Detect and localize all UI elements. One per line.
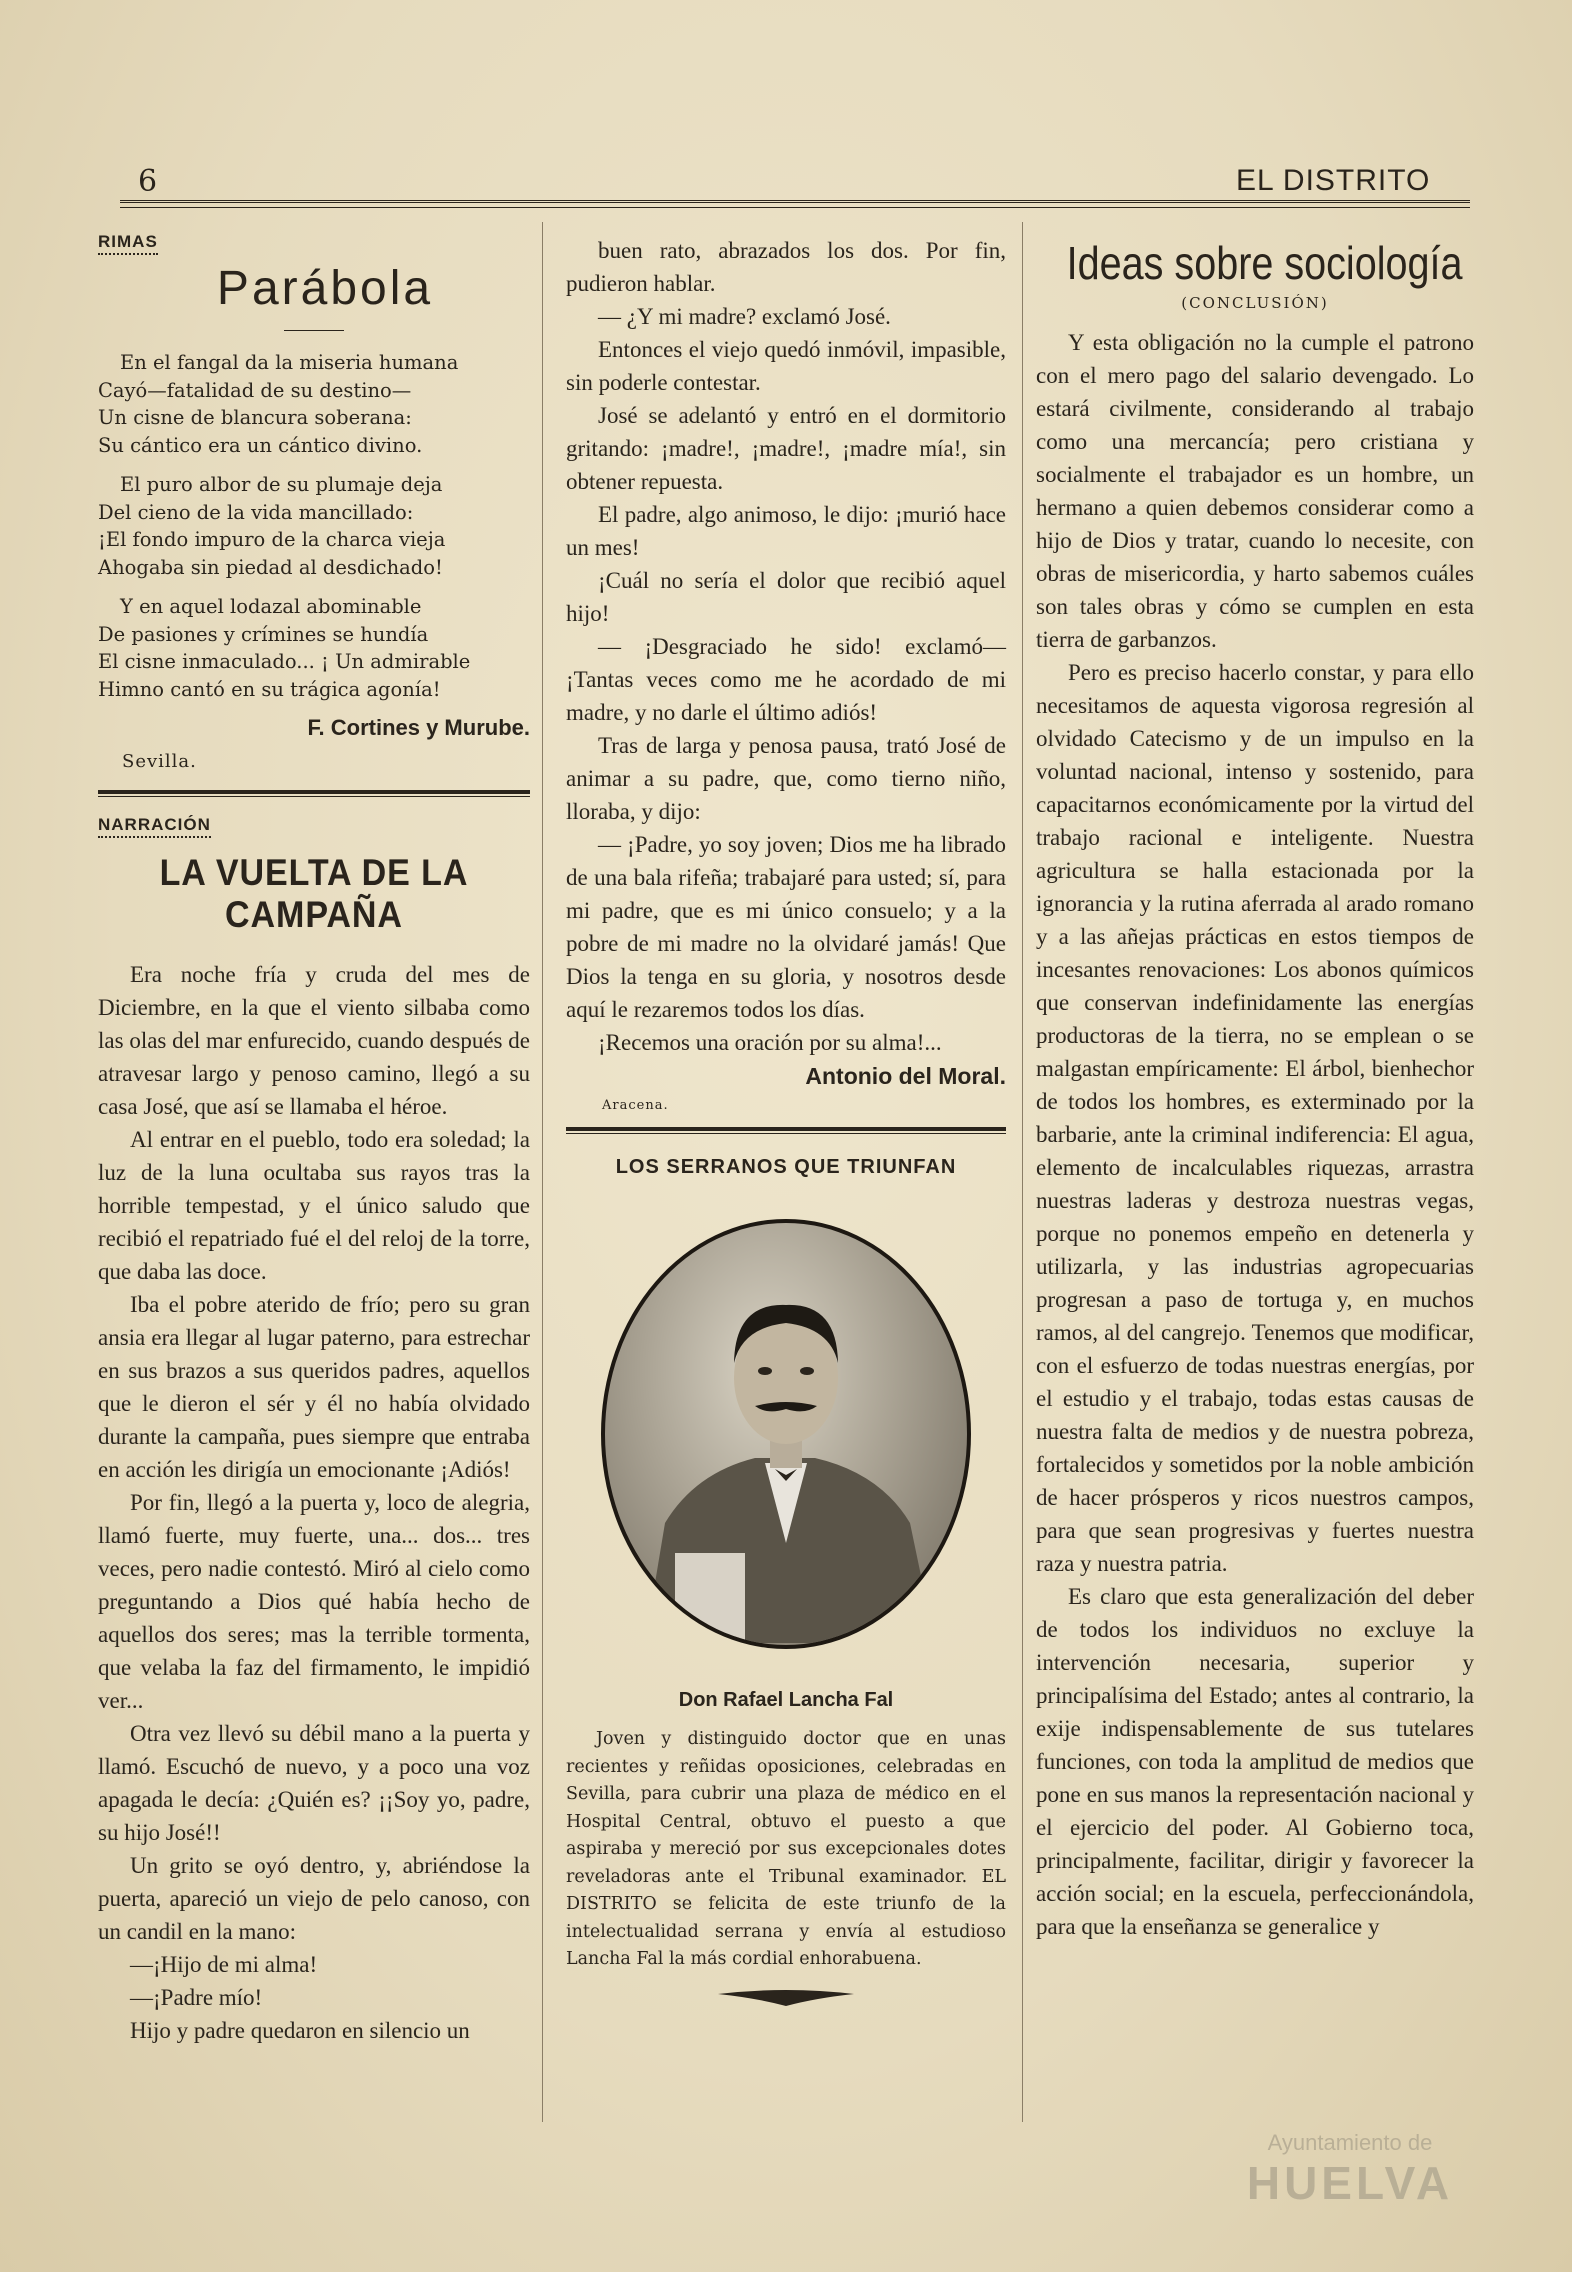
paragraph: Al entrar en el pueblo, todo era soledad; la luz de la luna ocultaba sus rayos tras la horrible tempestad, y el único saludo que recibió el repatriado fué el del reloj de la torre, que daba las doce.: [98, 1127, 530, 1284]
watermark-line1: Ayuntamiento de: [1267, 2130, 1433, 2155]
paragraph: Entonces el viejo quedó inmóvil, impasible, sin poderle contestar.: [566, 337, 1006, 395]
rimas-label: RIMAS: [98, 232, 158, 255]
story-place: Aracena.: [602, 1098, 669, 1113]
poem: [98, 349, 530, 703]
paragraph: Otra vez llevó su débil mano a la puerta y llamó. Escuchó de nuevo, y a poco una voz apagada le decía: ¿Quién es? ¡¡Soy yo, padre, su hijo José!!: [98, 1721, 530, 1845]
paragraph: Es claro que esta generalización del deber de todos los individuos no excluye la intervención necesaria, superior y principalísima del Estado; antes al contrario, la exije indispensablemente de sus tutelares funciones, con toda la amplitud de medios que pone en sus manos la representación nacional y el ejercicio del poder. Al Gobierno toca, principalmente, facilitar, dirigir y favorecer la acción social; en la escuela, perfeccionándola, para que la enseñanza se generalice y: [1036, 1584, 1474, 1939]
feature-text: Joven y distinguido doctor que en unas recientes y reñidas oposiciones, celebradas en Sevilla, para cubrir una plaza de médico en el Hospital Central, obtuvo el puesto a que aspiraba y mereció por sus excepcionales dotes reveladoras ante el Tribunal examinador. EL DISTRITO se felicita de este triunfo de la intelectualidad serrana y envía al estudioso Lancha Fal la más cordial enhorabuena.: [566, 1729, 1006, 1969]
poem-place: Sevilla.: [122, 751, 197, 772]
paragraph: Iba el pobre aterido de frío; pero su gran ansia era llegar al lugar paterno, para estrechar en sus brazos a sus queridos padres, aquellos que le dieron el sér y él no había olvidado durante la campaña, pues siempre que entraba en acción les dirigía un emocionante ¡Adiós!: [98, 1292, 530, 1482]
poem-line: Un cisne de blancura soberana:: [98, 406, 412, 429]
paragraph: Hijo y padre quedaron en silencio un: [130, 2018, 470, 2043]
article-title: Ideas sobre sociología: [1066, 237, 1463, 289]
paragraph: El padre, algo animoso, le dijo: ¡murió hace un mes!: [566, 502, 1006, 560]
story-title: LA VUELTA DE LA CAMPAÑA: [159, 852, 469, 935]
column-1: [98, 232, 530, 2047]
paragraph: Era noche fría y cruda del mes de Diciembre, en la que el viento silbaba como las olas del mar enfurecido, cuando después de atravesar largo y penoso camino, llegó a su casa José, que así se llamaba el héroe.: [98, 962, 530, 1119]
portrait-photo: [601, 1219, 971, 1649]
paragraph: Tras de larga y penosa pausa, trató José de animar a su padre, que, como tierno niño, lloraba, y dijo:: [566, 733, 1006, 824]
poem-line: De pasiones y crímines se hundía: [98, 622, 429, 646]
story-text-part2: [566, 234, 1006, 1059]
section-rule: [98, 790, 530, 797]
poem-line: En el fangal da la miseria humana: [120, 351, 459, 374]
watermark-line2: HUELVA: [1246, 2157, 1454, 2209]
narracion-label: NARRACIÓN: [98, 815, 211, 838]
poem-line: Himno cantó en su trágica agonía!: [98, 677, 441, 701]
story-author: Antonio del Moral.: [805, 1063, 1006, 1089]
poem-stanza: [98, 593, 530, 703]
poem-line: ¡El fondo impuro de la charca vieja: [98, 528, 446, 551]
poem-author: F. Cortines y Murube.: [307, 715, 530, 740]
paragraph: — ¡Desgraciado he sido! exclamó— ¡Tantas veces como me he acordado de mi madre, y no darle el último adiós!: [566, 634, 1006, 725]
paragraph: Un grito se oyó dentro, y, abriéndose la puerta, apareció un viejo de pelo canoso, con un candil en la mano:: [98, 1853, 530, 1944]
paragraph: ¡Cuál no sería el dolor que recibió aquel hijo!: [566, 568, 1006, 626]
poem-stanza: [98, 349, 530, 459]
article-text: [1036, 326, 1474, 1943]
paragraph: —¡Hijo de mi alma!: [130, 1952, 318, 1977]
end-ornament-icon: [716, 1988, 856, 2008]
feature-title: LOS SERRANOS QUE TRIUNFAN: [615, 1156, 957, 1178]
column-divider-1: [542, 222, 543, 2122]
publication-title: EL DISTRITO: [1236, 164, 1431, 197]
paragraph: — ¡Padre, yo soy joven; Dios me ha librado de una bala rifeña; trabajaré para usted; sí, para mi padre, que es mi único consuelo; y a la pobre de mi madre no la olvidaré jamás! Que Dios la tenga en su gloria, y nosotros desde aquí le rezaremos todos los días.: [566, 832, 1006, 1022]
paragraph: Por fin, llegó a la puerta y, loco de alegria, llamó fuerte, muy fuerte, una... dos... tres veces, pero nadie contestó. Miró al cielo como preguntando a Dios qué había hecho de aquellos dos seres; mas la terrible tormenta, que velaba la faz del firmamento, le impidió ver...: [98, 1490, 530, 1713]
story-text-part1: [98, 958, 530, 2047]
paragraph: Y esta obligación no la cumple el patrono con el mero pago del salario devengado. Lo estará civilmente, considerando al trabajo como una mercancía; pero cristiana y socialmente el trabajador es un hombre, un hermano a quien debemos considerar como a hijo de Dios y tratar, cuando lo necesite, con obras de misericordia, y harto sabemos cuáles son tales obras y cómo se cumplen en esta tierra de garbanzos.: [1036, 330, 1474, 652]
photo-caption: Don Rafael Lancha Fal: [678, 1689, 894, 1711]
paragraph: José se adelantó y entró en el dormitorio gritando: ¡madre!, ¡madre!, ¡madre mía!, sin obtener repuesta.: [566, 403, 1006, 494]
poem-line: Su cántico era un cántico divino.: [98, 433, 423, 457]
poem-line: El cisne inmaculado... ¡ Un admirable: [98, 650, 471, 673]
paragraph: —¡Padre mío!: [130, 1985, 263, 2010]
poem-line: Y en aquel lodazal abominable: [120, 595, 422, 618]
poem-stanza: [98, 471, 530, 581]
column-3: [1036, 234, 1474, 1943]
poem-line: Del cieno de la vida mancillado:: [98, 500, 414, 524]
section-rule-2: [566, 1127, 1006, 1134]
paragraph: Pero es preciso hacerlo constar, y para ello necesitamos de aquesta vigorosa regresión al olvidado Catecismo y de un impulso en la voluntad nacional, intenso y sostenido, para capacitarnos económicamente por la virtud del trabajo racional e inteligente. Nuestra agricultura se halla estacionada por la ignorancia y la rutina aferrada al arado romano y a las añejas prácticas en estos tiempos de incesantes renovaciones: Los abonos químicos que conservan indefinidamente las energías productoras de la tierra, no se emplean o se malgastan empíricamente: El árbol, bienhechor de todos los hombres, es exterminado por la barbarie, ante la criminal indiferencia: El agua, elemento de incalculables riquezas, arrastra nuestras laderas y destroza nuestras vegas, porque no ponemos empeño en detenerla y utilizarla, y las industrias agropecuarias progresan a paso de tortuga y, en muchos ramos, al del cangrejo. Tenemos que modificar, con el esfuerzo de todas nuestras energías, por el estudio y el trabajo, todas estas causas de nuestra falta de medios y de nuestra pobreza, fortalecidos y sometidos por la noble ambición de hacer prósperos y ricos nuestros campos, para que sean progresivas y fuertes nuestra raza y nuestra patria.: [1036, 660, 1474, 1576]
poem-line: El puro albor de su plumaje deja: [120, 473, 443, 496]
watermark: [1200, 2130, 1500, 2210]
paragraph: — ¿Y mi madre? exclamó José.: [598, 304, 891, 329]
column-2: [566, 234, 1006, 2008]
header-rule: [120, 200, 1470, 208]
poem-line: Cayó—fatalidad de su destino—: [98, 378, 412, 402]
page-number: 6: [138, 164, 158, 199]
paragraph: buen rato, abrazados los dos. Por fin, pudieron hablar.: [566, 238, 1006, 296]
title-rule: [284, 330, 344, 331]
paragraph: ¡Recemos una oración por su alma!...: [598, 1030, 942, 1055]
poem-line: Ahogaba sin piedad al desdichado!: [98, 555, 443, 579]
portrait-figure-icon: [605, 1223, 967, 1645]
column-divider-2: [1022, 222, 1023, 2122]
poem-title: Parábola: [216, 262, 434, 315]
article-subtitle: (CONCLUSIÓN): [1181, 294, 1329, 312]
